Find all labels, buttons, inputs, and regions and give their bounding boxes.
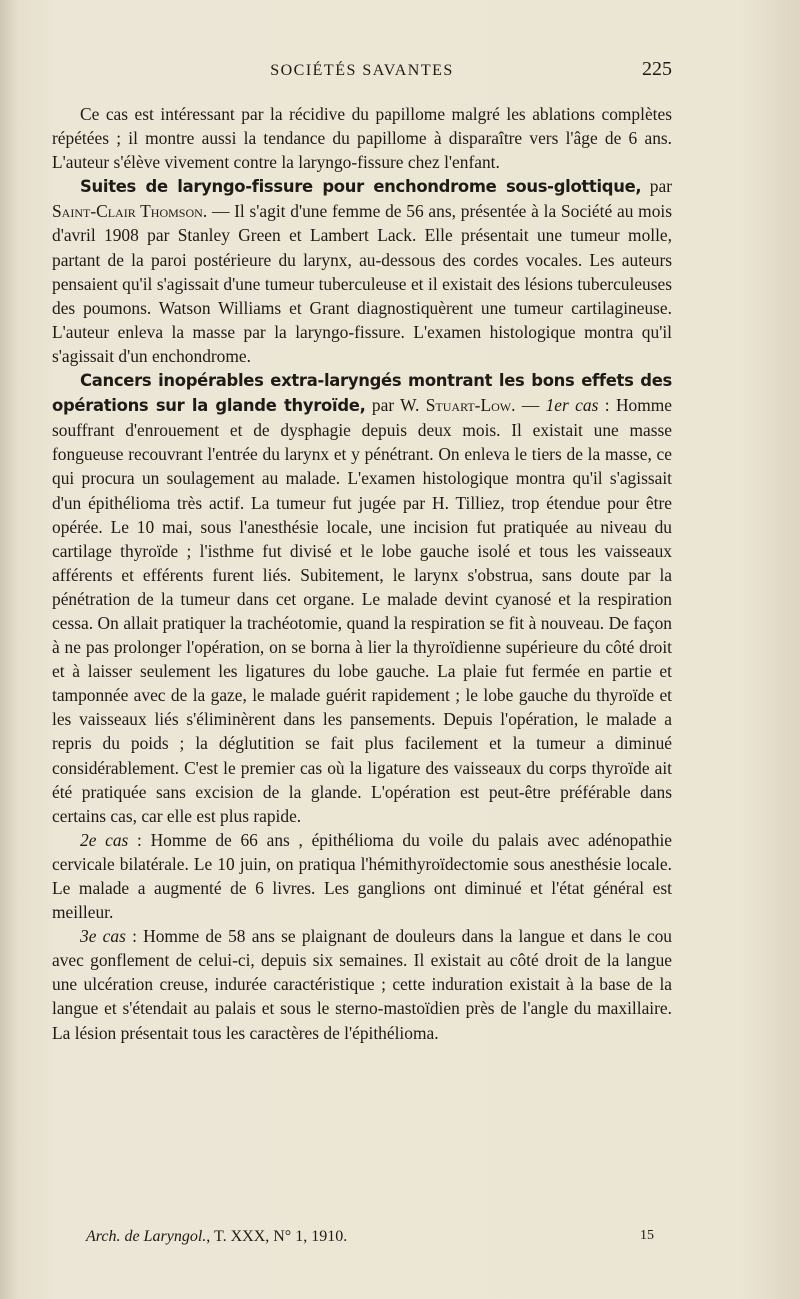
article-body [52,102,672,1045]
page-footer [86,1228,654,1252]
by-word: par [641,176,672,197]
case-label: 3e cas [80,926,126,947]
paragraph-text: : Homme de 58 ans se plaignant de douleurs dans la langue et dans le cou avec gonflement de celui-ci, depuis six semaines. Il existait au côté droit de la langue une ulcération creuse, indurée caractéristique ; cette induration existait à la base de la langue et s'étendait au palais et sous le sterno-mastoïdien près de l'angle du maxillaire. La lésion présentait tous les caractères de l'épithélioma. [52,926,672,1043]
signature-mark: 15 [640,1228,654,1243]
paragraph-text: . — Il s'agit d'une femme de 56 ans, présentée à la Société au mois d'avril 1908 par Stanley Green et Lambert Lack. Elle présentait une tumeur molle, partant de la paroi postérieure du larynx, au-dessous des cordes vocales. Les auteurs pensaient qu'il s'agissait d'une tumeur tuberculeuse et il existait des lésions tuberculeuses des poumons. Watson Williams et Grant diagnostiquèrent une tumeur cartilagineuse. L'auteur enleva la masse par la laryngo-fissure. L'examen histologique montra qu'il s'agissait d'un enchondrome. [52,201,672,366]
by-word: par W. [365,395,426,416]
paragraph-4 [52,828,672,924]
section-heading-laryngo-fissure: Suites de laryngo-fissure pour enchondrome sous-glottique, [80,177,642,197]
citation-details: , T. XXX, N° 1, 1910. [206,1228,348,1245]
case-label: 2e cas [80,829,129,850]
page-number: 225 [642,58,672,80]
running-head: SOCIÉTÉS SAVANTES [270,62,454,79]
paragraph-2 [52,174,672,368]
paragraph-5 [52,924,672,1044]
paragraph-text: : Homme souffrant d'enrouement et de dysphagie depuis deux mois. Il existait une masse fongueuse recouvrant l'entrée du larynx et y pénétrant. On enleva le tiers de la masse, ce qui procura un soulagement au malade. L'examen histologique montra qu'il s'agissait d'un épithélioma très actif. La tumeur fut jugée par H. Tilliez, trop étendue pour être opérée. Le 10 mai, sous l'anesthésie locale, une incision fut pratiquée au niveau du cartilage thyroïde ; l'isthme fut divisé et le lobe gauche isolé et tous les vaisseaux afférents et efférents furent liés. Subitement, le larynx s'obstrua, sans doute par la pénétration de la tumeur dans cet organe. Le malade devint cyanosé et la respiration cessa. On allait pratiquer la trachéotomie, quand la respiration se fit à nouveau. De façon à ne pas prolonger l'opération, on se borna à lier la thyroïdienne supérieure du côté droit et à laisser seulement les ligatures du lobe gauche. La plaie fut fermée en partie et tamponnée avec de la gaze, le malade guérit rapidement ; le lobe gauche du thyroïde et les vaisseaux liés s'éliminèrent dans les pansements. Depuis l'opération, le malade a repris du poids ; la déglutition se fait plus facilement et la tumeur a diminué considérablement. C'est le premier cas où la ligature des vaisseaux du corps thyroïde ait été pratiquée sans excision de la glande. L'opération est peut-être préférable dans certains cas, car elle est plus rapide. [52,395,672,826]
paragraph-text: : Homme de 66 ans , épithélioma du voile du palais avec adénopathie cervicale bilatérale. Le 10 juin, on pratiqua l'hémithyroïdectomie sous anesthésie locale. Le malade a augmenté de 6 livres. Les ganglions ont diminué et l'état général est meilleur. [52,829,672,923]
journal-citation [86,1228,347,1246]
section-heading-cancers-inoperables: Cancers inopérables extra-laryngés montrant les bons effets des opérations sur la glande thyroïde, [52,371,672,416]
separator: . — [511,395,546,416]
author-name: Stuart-Low [425,395,512,416]
author-name: Saint-Clair Thomson [52,201,203,222]
journal-name: Arch. de Laryngol. [86,1228,207,1245]
paragraph-1: Ce cas est intéressant par la récidive du papillome malgré les ablations complètes répétées ; il montre aussi la tendance du papillome à disparaître vers l'âge de 6 ans. L'auteur s'élève vivement contre la laryngo-fissure chez l'enfant. [52,104,672,173]
paragraph-3 [52,368,672,828]
page-header [52,58,672,88]
case-label: 1er cas [545,395,599,416]
